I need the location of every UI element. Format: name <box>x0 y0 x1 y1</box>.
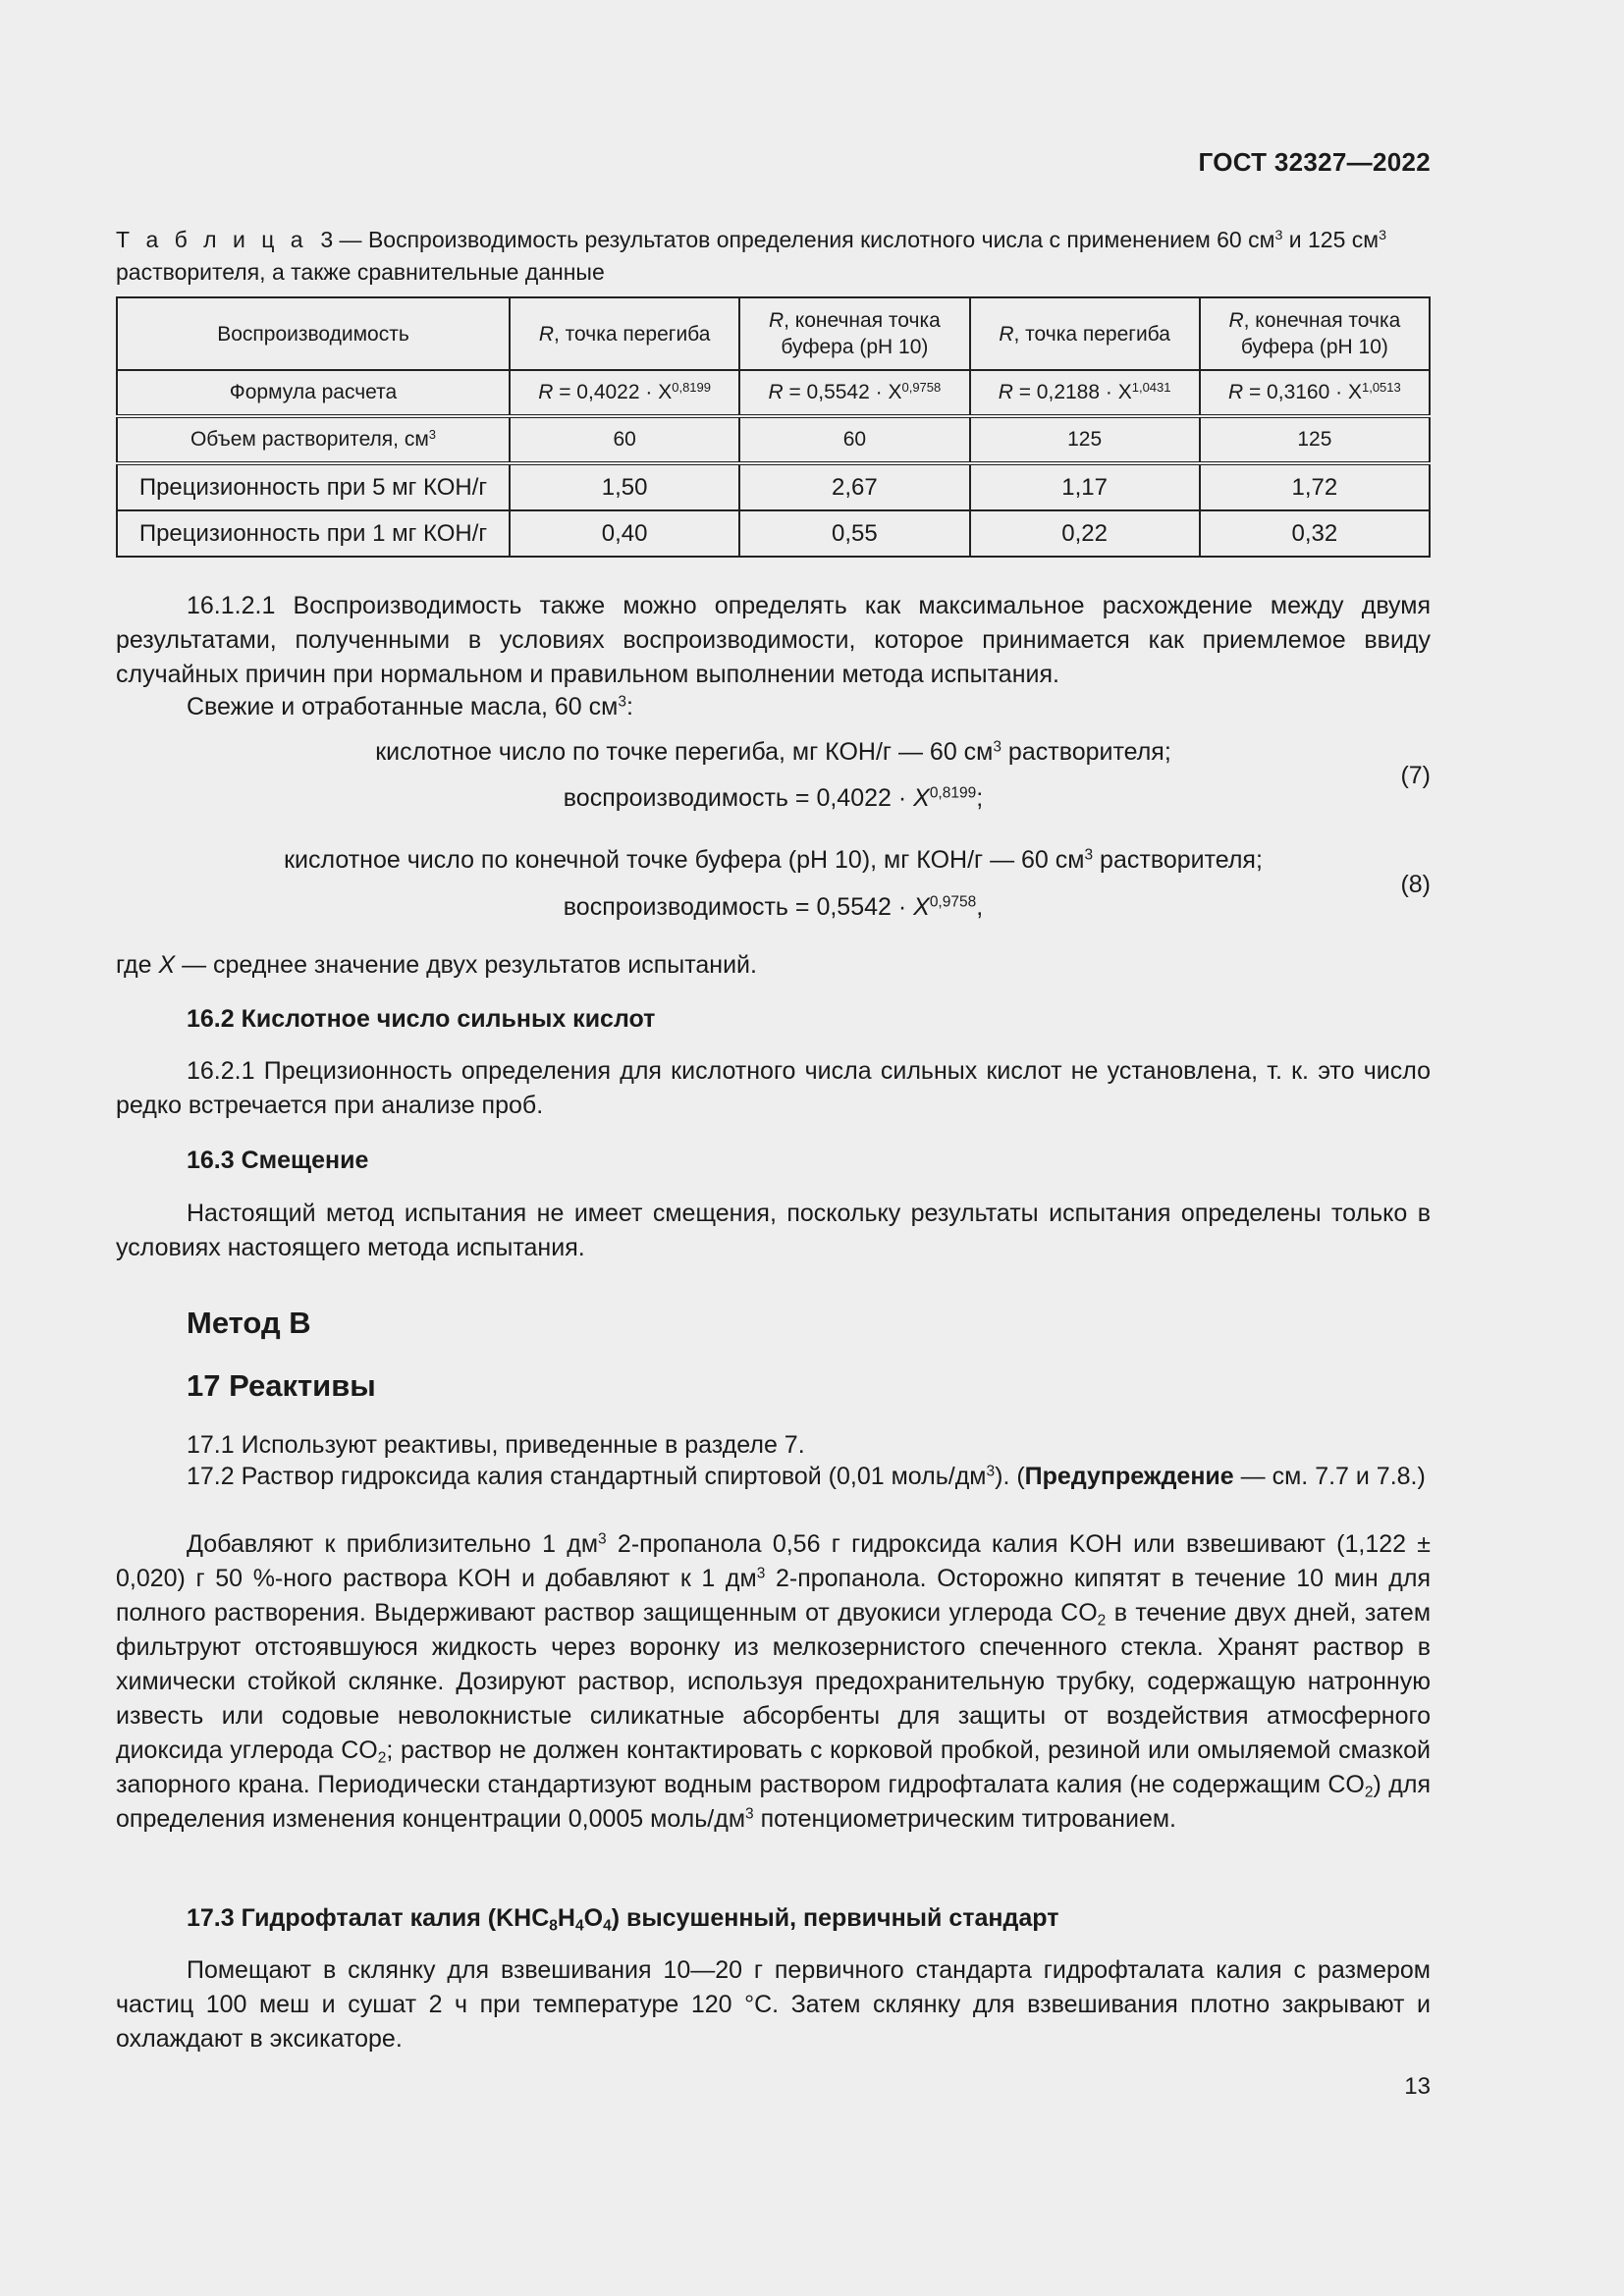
table-cell: $R = 0,4022 \cdot X^{0,8199}$ <box>510 370 739 416</box>
paragraph-17-3: Помещают в склянку для взвешивания 10—20 г первичного стандарта гидрофталата калия с размером частиц 100 меш и сушат 2 ч при температуре 120 °С. Затем склянку для взвешивания плотно закрывают и охлаждают в эксикаторе. <box>116 1956 1431 2053</box>
table-cell: 125 <box>1200 416 1430 463</box>
table-cell: $R = 0,5542 \cdot X^{0,9758}$ <box>739 370 969 416</box>
table-cell: 60 <box>510 416 739 463</box>
heading-method-b: Метод В <box>187 1306 311 1340</box>
table-cell: 0,55 <box>739 510 969 557</box>
heading-16-2: 16.2 Кислотное число сильных кислот <box>187 1005 656 1033</box>
paragraph-16-2-1: 16.2.1 Прецизионность определения для кислотного числа сильных кислот не установлена, т. к. это число редко встречается при анализе проб. <box>116 1057 1431 1119</box>
paragraph-17-2: 17.2 Раствор гидроксида калия стандартный спиртовой (0,01 моль/$дм^3$). (Предупреждение — см. 7.7 и 7.8.) <box>187 1463 1426 1490</box>
table-cell: 2,67 <box>739 463 969 510</box>
paragraph-oils: Свежие и отработанные масла, 60 $см^3$: <box>187 693 633 721</box>
table-row <box>117 370 1430 416</box>
table-cell: $R = 0,2188 \cdot X^{1,0431}$ <box>970 370 1200 416</box>
row-label: Объем растворителя, $см^3$ <box>117 416 510 463</box>
table-cell: 0,40 <box>510 510 739 557</box>
table-row <box>117 416 1430 463</box>
table-header-row <box>117 297 1430 370</box>
header-cell: R, конечная точка буфера (pH 10) <box>1200 297 1430 370</box>
where-clause: где X — среднее значение двух результатов испытаний. <box>116 951 757 979</box>
table-row <box>117 510 1430 557</box>
paragraph-koh-preparation: Добавляют к приблизительно 1 $дм^3$ 2-пропанола 0,56 г гидроксида калия KOH или взвешивают (1,122 ± 0,020) г 50 %-ного раствора KOH и добавляют к 1 $дм^3$ 2-пропанола. Осторожно кипятят в течение 10 мин для полного растворения. Выдерживают раствор защищенным от двуокиси углерода $CO_2$ в течение двух дней, затем фильтруют отстоявшуюся жидкость через воронку из мелкозернистого спеченного стекла. Хранят раствор в химически стойкой склянке. Дозируют раствор, используя предохранительную трубку, содержащую натронную известь или содовые неволокнистые силикатные абсорбенты для защиты от воздействия атмосферного диоксида углерода $CO_2$; раствор не должен контактировать с корковой пробкой, резиной или омыляемой смазкой запорного крана. Периодически стандартизуют водным раствором гидрофталата калия (не содержащим $CO_2$) для определения изменения концентрации 0,0005 моль/$дм^3$ потенциометрическим титрованием. <box>116 1530 1432 1833</box>
formula-8-line2: воспроизводимость = $0,5542 \cdot X^{0,9758}$, <box>563 893 984 921</box>
heading-17-3: 17.3 Гидрофталат калия $(KHC_8H_4O_4)$ высушенный, первичный стандарт <box>187 1904 1059 1935</box>
heading-16-3: 16.3 Смещение <box>187 1147 369 1174</box>
table-cell: 125 <box>970 416 1200 463</box>
row-label: Прецизионность при 1 мг КОН/г <box>117 510 510 557</box>
table-cell: $R = 0,3160 \cdot X^{1,0513}$ <box>1200 370 1430 416</box>
header-cell: R, точка перегиба <box>970 297 1200 370</box>
page-number: 13 <box>1404 2073 1431 2100</box>
header-cell: Воспроизводимость <box>117 297 510 370</box>
table-cell: 0,32 <box>1200 510 1430 557</box>
standard-code: ГОСТ 32327—2022 <box>1198 147 1431 177</box>
paragraph-16-1-2-1: 16.1.2.1 Воспроизводимость также можно определять как максимальное расхождение между двумя результатами, полученными в условиях воспроизводимости, которое принимается как приемлемое ввиду случайных причин при нормальном и правильном выполнении метода испытания. <box>116 592 1431 688</box>
header-cell: R, точка перегиба <box>510 297 739 370</box>
heading-17: 17 Реактивы <box>187 1368 376 1403</box>
row-label: Формула расчета <box>117 370 510 416</box>
formula-8-line1: кислотное число по конечной точке буфера (pH 10), мг КОН/г — 60 $см^3$ растворителя; <box>284 846 1263 874</box>
paragraph-16-3: Настоящий метод испытания не имеет смещения, поскольку результаты испытания определены только в условиях настоящего метода испытания. <box>116 1200 1431 1261</box>
paragraph-17-1: 17.1 Используют реактивы, приведенные в разделе 7. <box>187 1431 805 1459</box>
table-cell: 1,50 <box>510 463 739 510</box>
table-cell: 0,22 <box>970 510 1200 557</box>
table-cell: 60 <box>739 416 969 463</box>
table-cell: 1,72 <box>1200 463 1430 510</box>
table-3 <box>116 296 1431 558</box>
row-label: Прецизионность при 5 мг КОН/г <box>117 463 510 510</box>
table-cell: 1,17 <box>970 463 1200 510</box>
table-row <box>117 463 1430 510</box>
header-cell: R, конечная точка буфера (pH 10) <box>739 297 969 370</box>
formula-7-line2: воспроизводимость = $0,4022 \cdot X^{0,8199}$; <box>563 784 984 812</box>
formula-number-7: (7) <box>1400 762 1431 789</box>
table-caption: Т а б л и ц а 3 — Воспроизводимость результатов определения кислотного числа с применением 60 $см^3$ и 125 $см^3$ растворителя, а также сравнительные данные <box>116 227 1387 285</box>
formula-7-line1: кислотное число по точке перегиба, мг КОН/г — 60 $см^3$ растворителя; <box>375 738 1171 766</box>
formula-number-8: (8) <box>1400 871 1431 898</box>
